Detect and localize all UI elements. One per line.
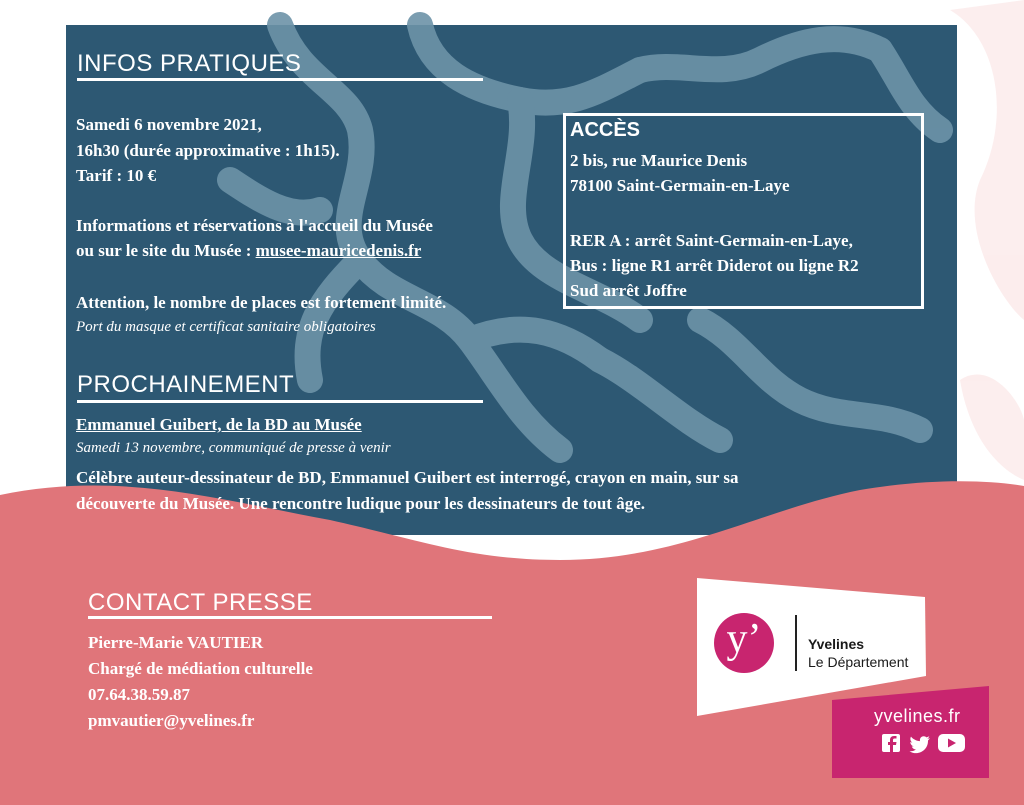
infos-attention: Attention, le nombre de places est fortement limité. <box>76 293 447 312</box>
contact-phone[interactable]: 07.64.38.59.87 <box>88 685 190 704</box>
infos-heading-rule <box>77 78 483 81</box>
pink-pattern <box>950 0 1024 480</box>
contact-heading: CONTACT PRESSE <box>88 589 313 616</box>
site-link[interactable]: yvelines.fr <box>874 706 961 726</box>
infos-website-prefix: ou sur le site du Musée : <box>76 241 256 260</box>
infos-heading: INFOS PRATIQUES <box>77 50 302 77</box>
contact-role: Chargé de médiation culturelle <box>88 659 313 678</box>
museum-website-link[interactable]: musee-mauricedenis.fr <box>255 241 422 260</box>
access-rer: RER A : arrêt Saint-Germain-en-Laye, <box>570 231 853 250</box>
event-description-1: Célèbre auteur-dessinateur de BD, Emmanuel Guibert est interrogé, crayon en main, sur sa <box>76 468 739 487</box>
infos-price: Tarif : 10 € <box>76 166 157 185</box>
contact-heading-rule <box>88 616 492 619</box>
event-title-link[interactable]: Emmanuel Guibert, de la BD au Musée <box>76 415 362 434</box>
access-address-1: 2 bis, rue Maurice Denis <box>570 151 748 170</box>
logo-divider <box>795 615 797 671</box>
access-title: ACCÈS <box>570 119 641 141</box>
social-card <box>832 686 989 778</box>
access-address-2: 78100 Saint-Germain-en-Laye <box>570 176 790 195</box>
upcoming-heading: PROCHAINEMENT <box>77 371 295 398</box>
logo-subtitle: Le Département <box>808 654 909 670</box>
contact-email[interactable]: pmvautier@yvelines.fr <box>88 711 255 730</box>
event-description-2: découverte du Musée. Une rencontre ludique pour les dessinateurs de tout âge. <box>76 494 646 513</box>
contact-name: Pierre-Marie VAUTIER <box>88 633 264 652</box>
logo-mark: y’ <box>726 616 762 662</box>
infos-website-line <box>76 238 421 264</box>
social-icons <box>882 734 965 753</box>
access-bus-1: Bus : ligne R1 arrêt Diderot ou ligne R2 <box>570 256 859 275</box>
infos-date: Samedi 6 novembre 2021, <box>76 115 262 134</box>
access-bus-2: Sud arrêt Joffre <box>570 281 687 300</box>
logo-name: Yvelines <box>808 636 865 652</box>
infos-time: 16h30 (durée approximative : 1h15). <box>76 141 340 160</box>
infos-reservation: Informations et réservations à l'accueil du Musée <box>76 216 433 235</box>
event-date: Samedi 13 novembre, communiqué de presse à venir <box>76 440 391 456</box>
upcoming-heading-rule <box>77 400 483 403</box>
infos-mask-notice: Port du masque et certificat sanitaire obligatoires <box>76 319 376 335</box>
